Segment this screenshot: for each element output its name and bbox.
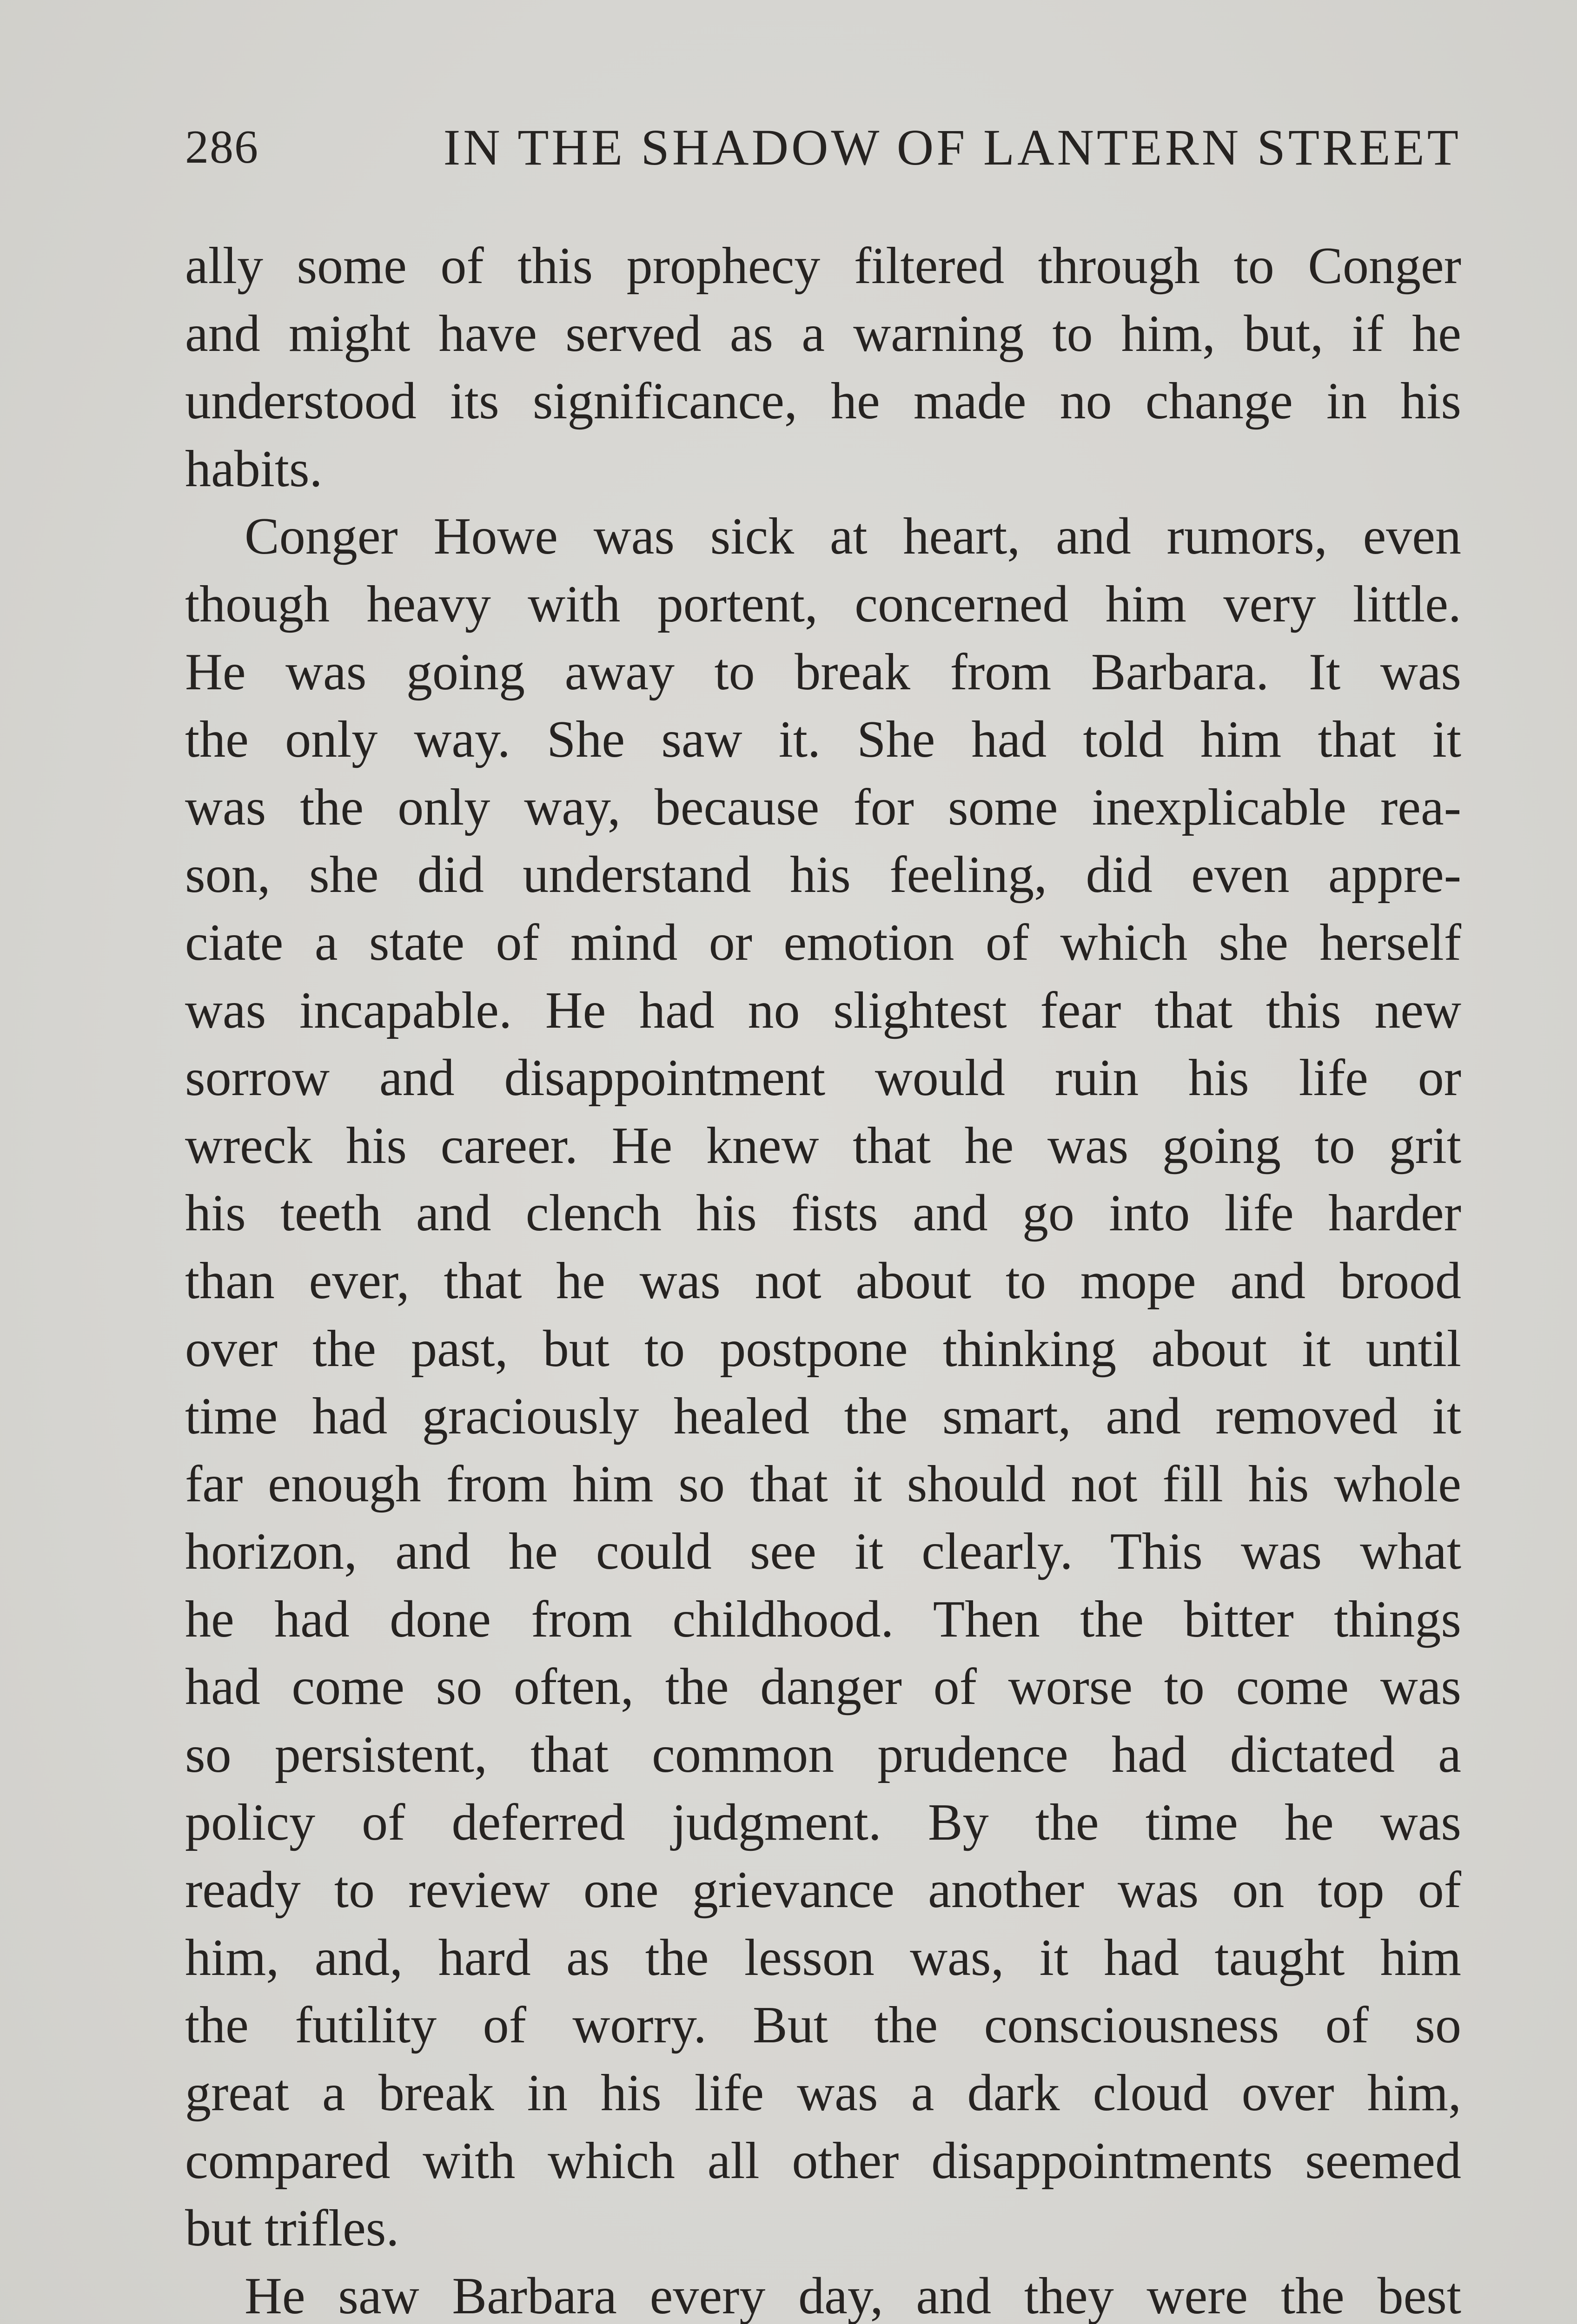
text-line: wreck his career. He knew that he was going to grit <box>185 1116 1461 1175</box>
text-line: but trifles. <box>185 2199 399 2258</box>
text-line: ready to review one grievance another was on top of <box>185 1861 1461 1919</box>
page-header <box>185 117 1461 178</box>
text-line: son, she did understand his feeling, did even appre- <box>185 846 1461 904</box>
text-line: ciate a state of mind or emotion of which she herself <box>185 913 1461 971</box>
text-line: far enough from him so that it should not fill his whole <box>185 1455 1461 1513</box>
text-line: understood its significance, he made no change in his <box>185 372 1461 430</box>
text-line: the futility of worry. But the consciousness of so <box>185 1996 1461 2054</box>
text-line: was the only way, because for some inexplicable rea- <box>185 778 1461 836</box>
text-line: habits. <box>185 440 323 498</box>
running-title: IN THE SHADOW OF LANTERN STREET <box>443 119 1461 176</box>
text-line: He was going away to break from Barbara. It was <box>185 643 1461 701</box>
text-line: was incapable. He had no slightest fear that this new <box>185 981 1461 1039</box>
text-line: Conger Howe was sick at heart, and rumors, even <box>245 508 1461 566</box>
text-line: over the past, but to postpone thinking about it until <box>185 1320 1461 1378</box>
text-line: than ever, that he was not about to mope and brood <box>185 1252 1461 1310</box>
text-line: He saw Barbara every day, and they were the best <box>245 2267 1461 2324</box>
text-line: time had graciously healed the smart, and removed it <box>185 1387 1461 1446</box>
page-number: 286 <box>185 121 259 173</box>
body-text <box>185 232 1461 2324</box>
text-line: so persistent, that common prudence had dictated a <box>185 1726 1461 1784</box>
text-line: policy of deferred judgment. By the time he was <box>185 1793 1461 1851</box>
text-line: sorrow and disappointment would ruin his life or <box>185 1049 1461 1107</box>
text-line: ally some of this prophecy filtered through to Conger <box>185 237 1461 295</box>
text-line: had come so often, the danger of worse to come was <box>185 1658 1461 1716</box>
text-line: and might have served as a warning to him, but, if he <box>185 304 1461 363</box>
text-line: he had done from childhood. Then the bitter things <box>185 1590 1461 1648</box>
text-line: horizon, and he could see it clearly. This was what <box>185 1523 1461 1581</box>
text-line: great a break in his life was a dark cloud over him, <box>185 2064 1461 2122</box>
text-line: compared with which all other disappointments seemed <box>185 2132 1461 2190</box>
text-line: the only way. She saw it. She had told him that it <box>185 711 1461 769</box>
text-line: him, and, hard as the lesson was, it had taught him <box>185 1928 1461 1987</box>
text-line: his teeth and clench his fists and go into life harder <box>185 1184 1461 1242</box>
text-line: though heavy with portent, concerned him very little. <box>185 575 1461 633</box>
